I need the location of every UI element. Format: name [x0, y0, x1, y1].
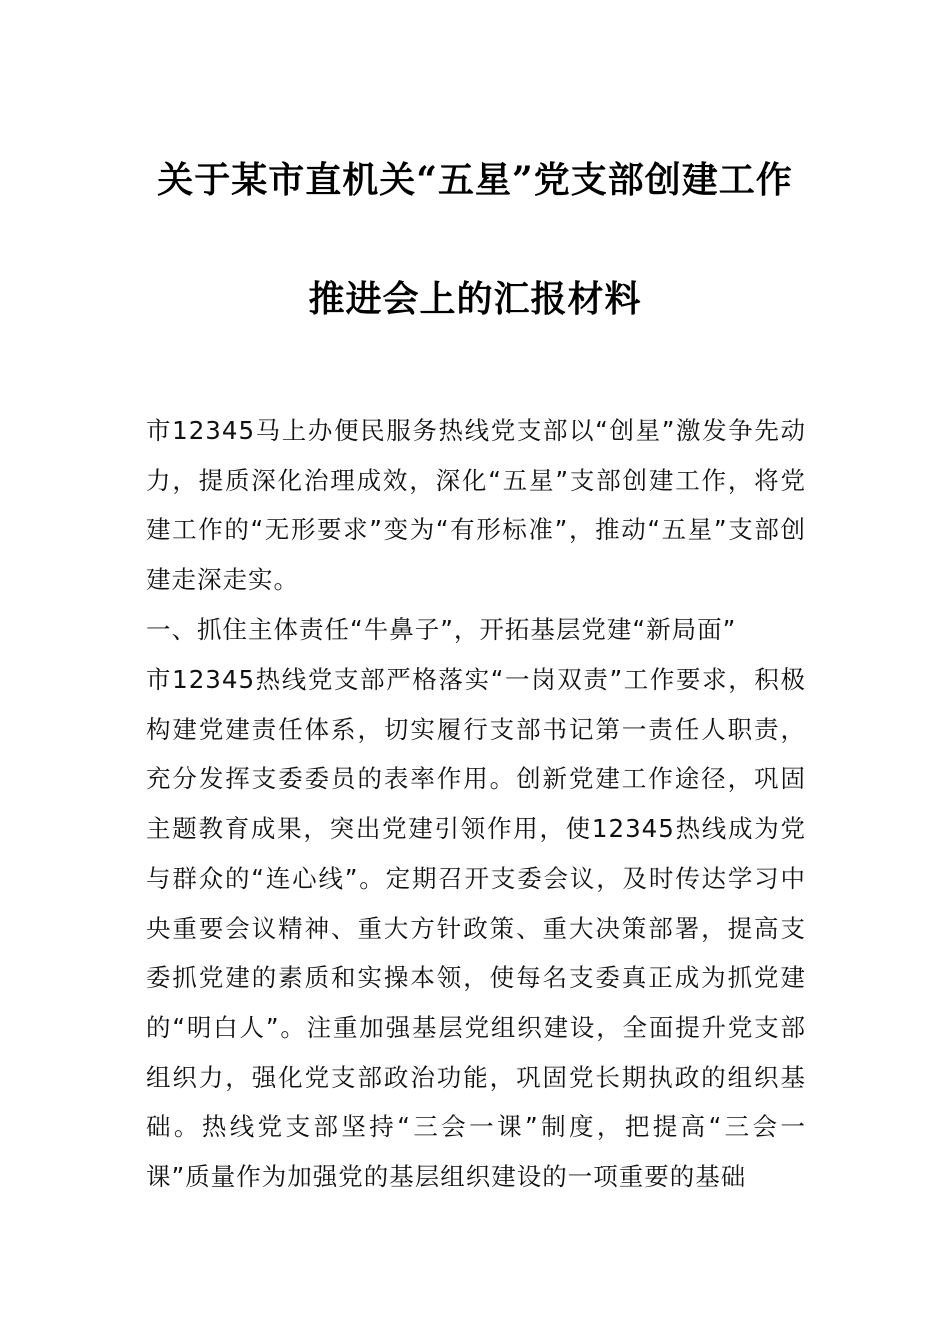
document-title-line-2: 推进会上的汇报材料	[308, 278, 642, 320]
intro-paragraph: 市12345马上办便民服务热线党支部以“创星”激发争先动力，提质深化治理成效，深化“五星”支部创建工作，将党建工作的“无形要求”变为“有形标准”，推动“五星”支部创建走深走实。	[146, 416, 806, 595]
section-1-paragraph: 市12345热线党支部严格落实“一岗双责”工作要求，积极构建党建责任体系，切实履行支部书记第一责任人职责，充分发挥支委委员的表率作用。创新党建工作途径，巩固主题教育成果，突出党建引领作用，使12345热线成为党与群众的“连心线”。定期召开支委会议，及时传达学习中央重要会议精神、重大方针政策、重大决策部署，提高支委抓党建的素质和实操本领，使每名支委真正成为抓党建的“明白人”。注重加强基层党组织建设，全面提升党支部组织力，强化党支部政治功能，巩固党长期执政的组织基础。热线党支部坚持“三会一课”制度，把提高“三会一课”质量作为加强党的基层组织建设的一项重要的基础	[146, 665, 806, 1192]
document-title-line-1: 关于某市直机关“五星”党支部创建工作	[157, 159, 793, 201]
section-heading-1: 一、抓住主体责任“牛鼻子”，开拓基层党建“新局面”	[146, 615, 737, 644]
